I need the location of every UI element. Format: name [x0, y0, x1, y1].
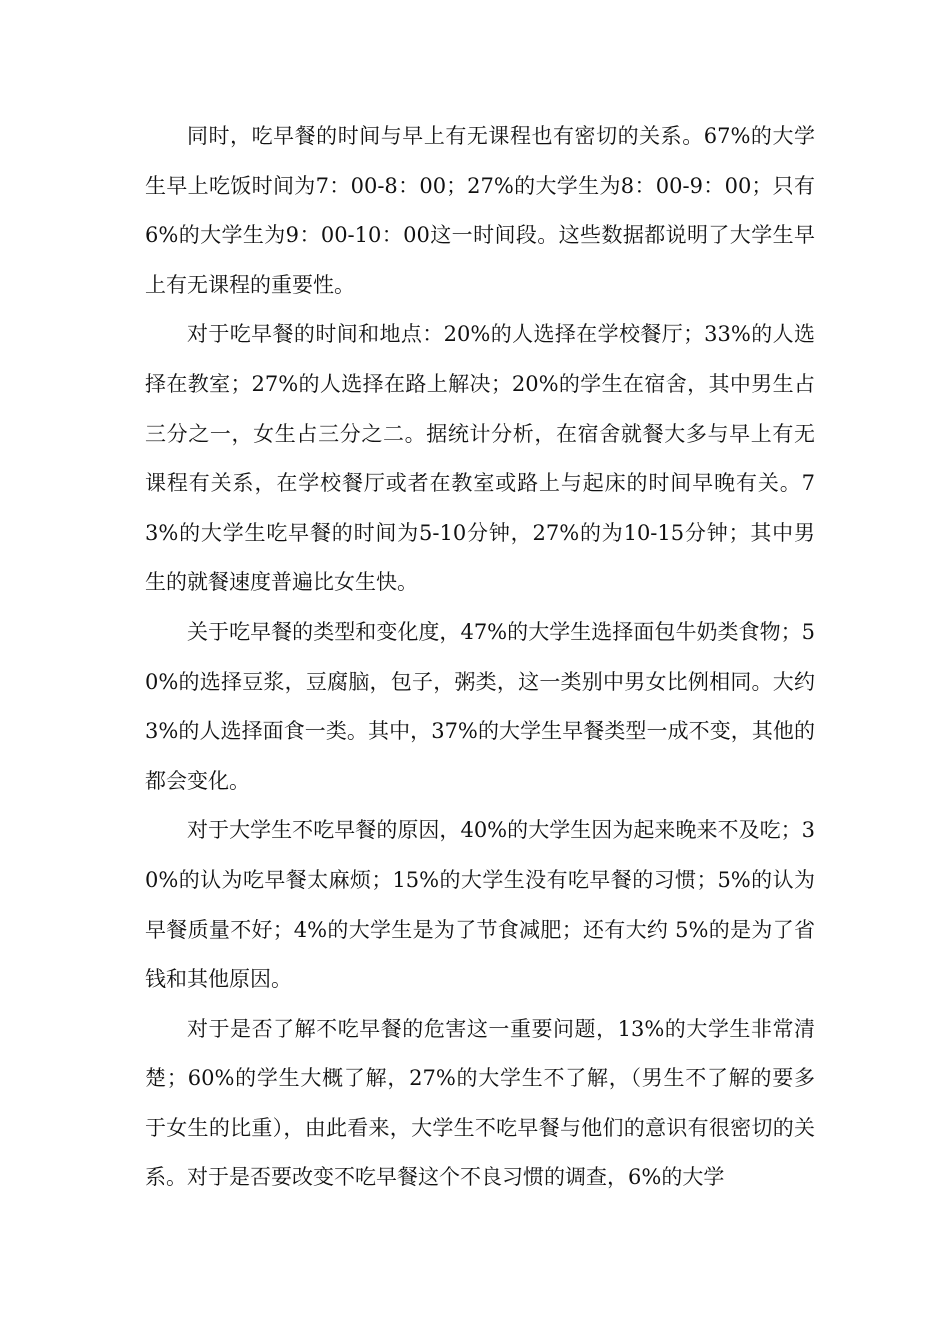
paragraph-breakfast-location: 对于吃早餐的时间和地点：20%的人选择在学校餐厅；33%的人选择在教室；27%的人选择在路上解决；20%的学生在宿舍，其中男生占三分之一，女生占三分之二。据统计分析，在宿舍就餐大多与早上有无课程有关系，在学校餐厅或者在教室或路上与起床的时间早晚有关。73%的大学生吃早餐的时间为5-10分钟，27%的为10-15分钟；其中男生的就餐速度普遍比女生快。 — [145, 322, 815, 595]
document-body — [145, 112, 815, 1203]
paragraph-breakfast-type: 关于吃早餐的类型和变化度，47%的大学生选择面包牛奶类食物；50%的选择豆浆，豆腐脑，包子，粥类，这一类别中男女比例相同。大约 3%的人选择面食一类。其中，37%的大学生早餐类型一成不变，其他的都会变化。 — [145, 619, 815, 793]
paragraph-awareness: 对于是否了解不吃早餐的危害这一重要问题，13%的大学生非常清楚；60%的学生大概了解，27%的大学生不了解，（男生不了解的要多于女生的比重），由此看来，大学生不吃早餐与他们的意识有很密切的关系。对于是否要改变不吃早餐这个不良习惯的调查，6%的大学 — [145, 1016, 815, 1190]
paragraph-breakfast-time: 同时，吃早餐的时间与早上有无课程也有密切的关系。67%的大学生早上吃饭时间为7：00-8：00；27%的大学生为8：00-9：00；只有6%的大学生为9：00-10：00这一时间段。这些数据都说明了大学生早上有无课程的重要性。 — [145, 124, 815, 297]
paragraph-skip-reasons: 对于大学生不吃早餐的原因，40%的大学生因为起来晚来不及吃；30%的认为吃早餐太麻烦；15%的大学生没有吃早餐的习惯；5%的认为早餐质量不好；4%的大学生是为了节食减肥；还有大约 5%的是为了省钱和其他原因。 — [145, 818, 815, 992]
